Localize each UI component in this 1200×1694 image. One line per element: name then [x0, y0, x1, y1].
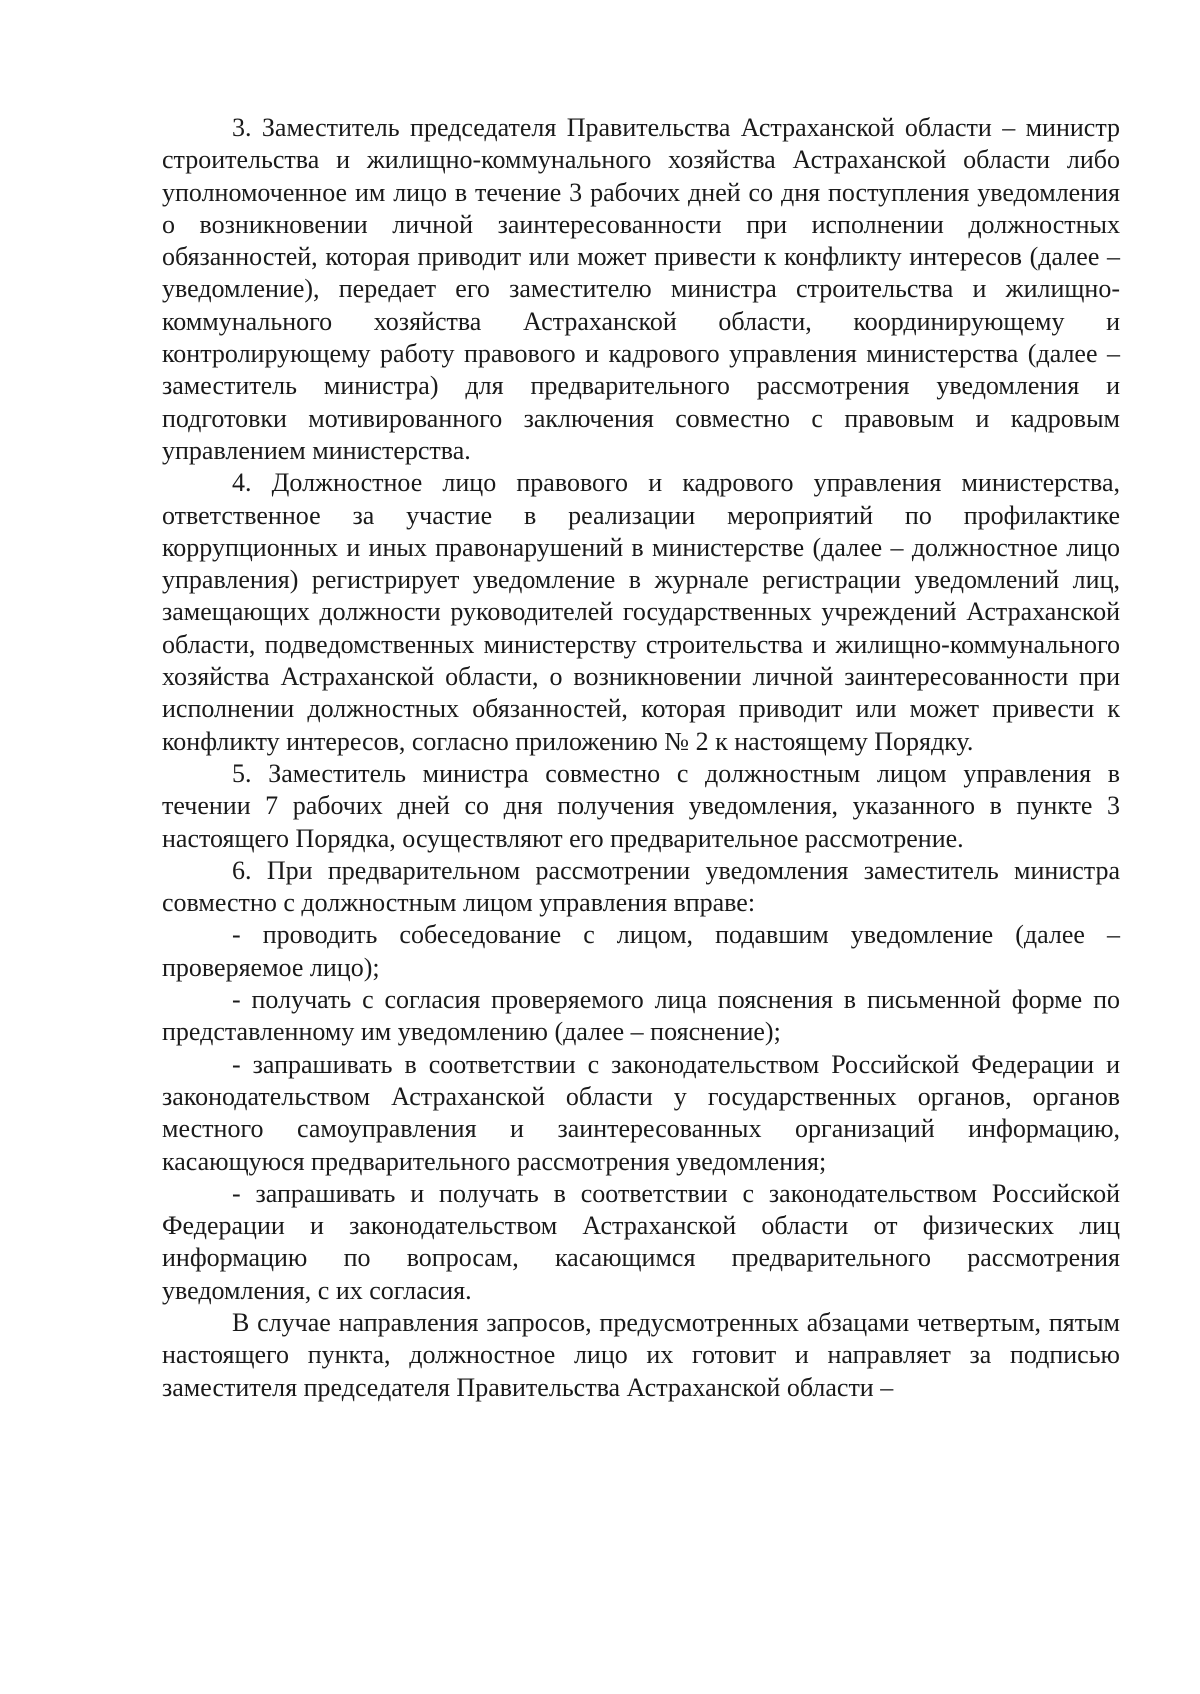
list-item-request-individuals: - запрашивать и получать в соответствии с законодательством Российской Федерации и законодательством Астраханской области от физических лиц информацию по вопросам, касающимся предварительного рассмотрения уведомления, с их согласия. [162, 1178, 1120, 1305]
document-body [162, 112, 1120, 1404]
list-item-explanation: - получать с согласия проверяемого лица пояснения в письменной форме по представленному им уведомлению (далее – пояснение); [162, 985, 1120, 1047]
list-item-request-agencies: - запрашивать в соответствии с законодательством Российской Федерации и законодательством Астраханской области у государственных органов, органов местного самоуправления и заинтересованных организаций информацию, касающуюся предварительного рассмотрения уведомления; [162, 1049, 1120, 1176]
paragraph-item-6: 6. При предварительном рассмотрении уведомления заместитель министра совместно с должностным лицом управления вправе: [162, 855, 1120, 918]
paragraph-requests: В случае направления запросов, предусмотренных абзацами четвертым, пятым настоящего пункта, должностное лицо их готовит и направляет за подписью заместителя председателя Правительства Астраханской области – [162, 1307, 1120, 1402]
paragraph-item-5: 5. Заместитель министра совместно с должностным лицом управления в течении 7 рабочих дней со дня получения уведомления, указанного в пункте 3 настоящего Порядка, осуществляют его предварительное рассмотрение. [162, 758, 1120, 853]
list-item-interview: - проводить собеседование с лицом, подавшим уведомление (далее – проверяемое лицо); [162, 920, 1120, 982]
paragraph-item-4: 4. Должностное лицо правового и кадрового управления министерства, ответственное за участие в реализации мероприятий по профилактике коррупционных и иных правонарушений в министерстве (далее – должностное лицо управления) регистрирует уведомление в журнале регистрации уведомлений лиц, замещающих должности руководителей государственных учреждений Астраханской области, подведомственных министерству строительства и жилищно-коммунального хозяйства Астраханской области, о возникновении личной заинтересованности при исполнении должностных обязанностей, которая приводит или может привести к конфликту интересов, согласно приложению № 2 к настоящему Порядку. [162, 468, 1120, 756]
paragraph-item-3: 3. Заместитель председателя Правительства Астраханской области – министр строительства и жилищно-коммунального хозяйства Астраханской области либо уполномоченное им лицо в течение 3 рабочих дней со дня поступления уведомления о возникновении личной заинтересованности при исполнении должностных обязанностей, которая приводит или может привести к конфликту интересов (далее – уведомление), передает его заместителю министра строительства и жилищно-коммунального хозяйства Астраханской области, координирующему и контролирующему работу правового и кадрового управления министерства (далее – заместитель министра) для предварительного рассмотрения уведомления и подготовки мотивированного заключения совместно с правовым и кадровым управлением министерства. [162, 113, 1120, 465]
